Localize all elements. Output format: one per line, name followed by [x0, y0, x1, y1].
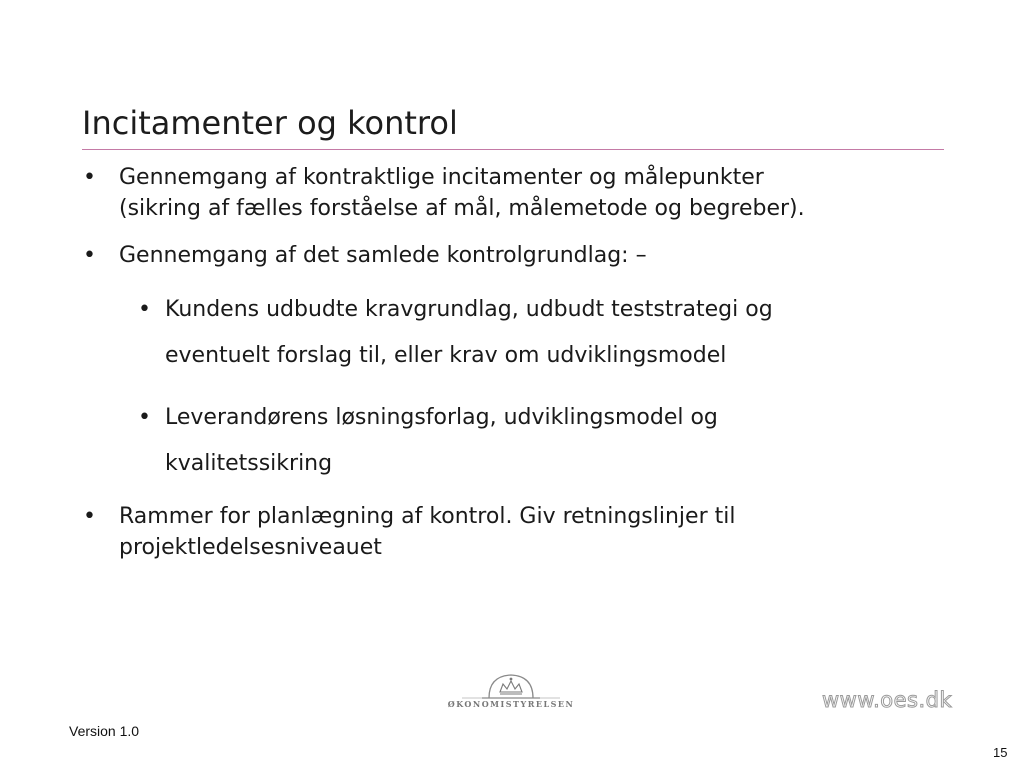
website-url: www.oes.dk: [822, 688, 953, 712]
bullet-text-line: projektledelsesniveauet: [119, 535, 382, 560]
bullet-text-line: kvalitetssikring: [165, 451, 333, 476]
bullet-item: [83, 501, 736, 563]
bullet-item: [83, 240, 647, 271]
bullet-item: [83, 162, 805, 224]
version-label: Version 1.0: [69, 723, 140, 739]
slide-title: Incitamenter og kontrol: [82, 104, 458, 142]
bullet-text-line: Leverandørens løsningsforlag, udviklingsmodel og: [165, 405, 718, 430]
page-number: 15: [993, 745, 1008, 760]
sub-bullet-item: [138, 395, 718, 487]
sub-bullet-item: [138, 287, 773, 379]
bullet-glyph: •: [83, 165, 96, 190]
bullet-text-line: eventuelt forslag til, eller krav om udviklingsmodel: [165, 343, 727, 368]
bullet-text-line: Rammer for planlægning af kontrol. Giv retningslinjer til: [119, 504, 736, 529]
crown-emblem-icon: [442, 672, 580, 700]
bullet-glyph: •: [83, 243, 96, 268]
okonomistyrelsen-logo: [442, 672, 580, 712]
bullet-glyph: •: [138, 405, 151, 430]
bullet-text-line: Gennemgang af kontraktlige incitamenter og målepunkter: [119, 165, 764, 190]
bullet-glyph: •: [138, 297, 151, 322]
logo-wordmark: ØKONOMISTYRELSEN: [447, 699, 575, 709]
bullet-text-line: Gennemgang af det samlede kontrolgrundlag: –: [119, 243, 647, 268]
bullet-text-line: Kundens udbudte kravgrundlag, udbudt teststrategi og: [165, 297, 773, 322]
bullet-text-line: (sikring af fælles forståelse af mål, målemetode og begreber).: [119, 196, 805, 221]
bullet-glyph: •: [83, 504, 96, 529]
